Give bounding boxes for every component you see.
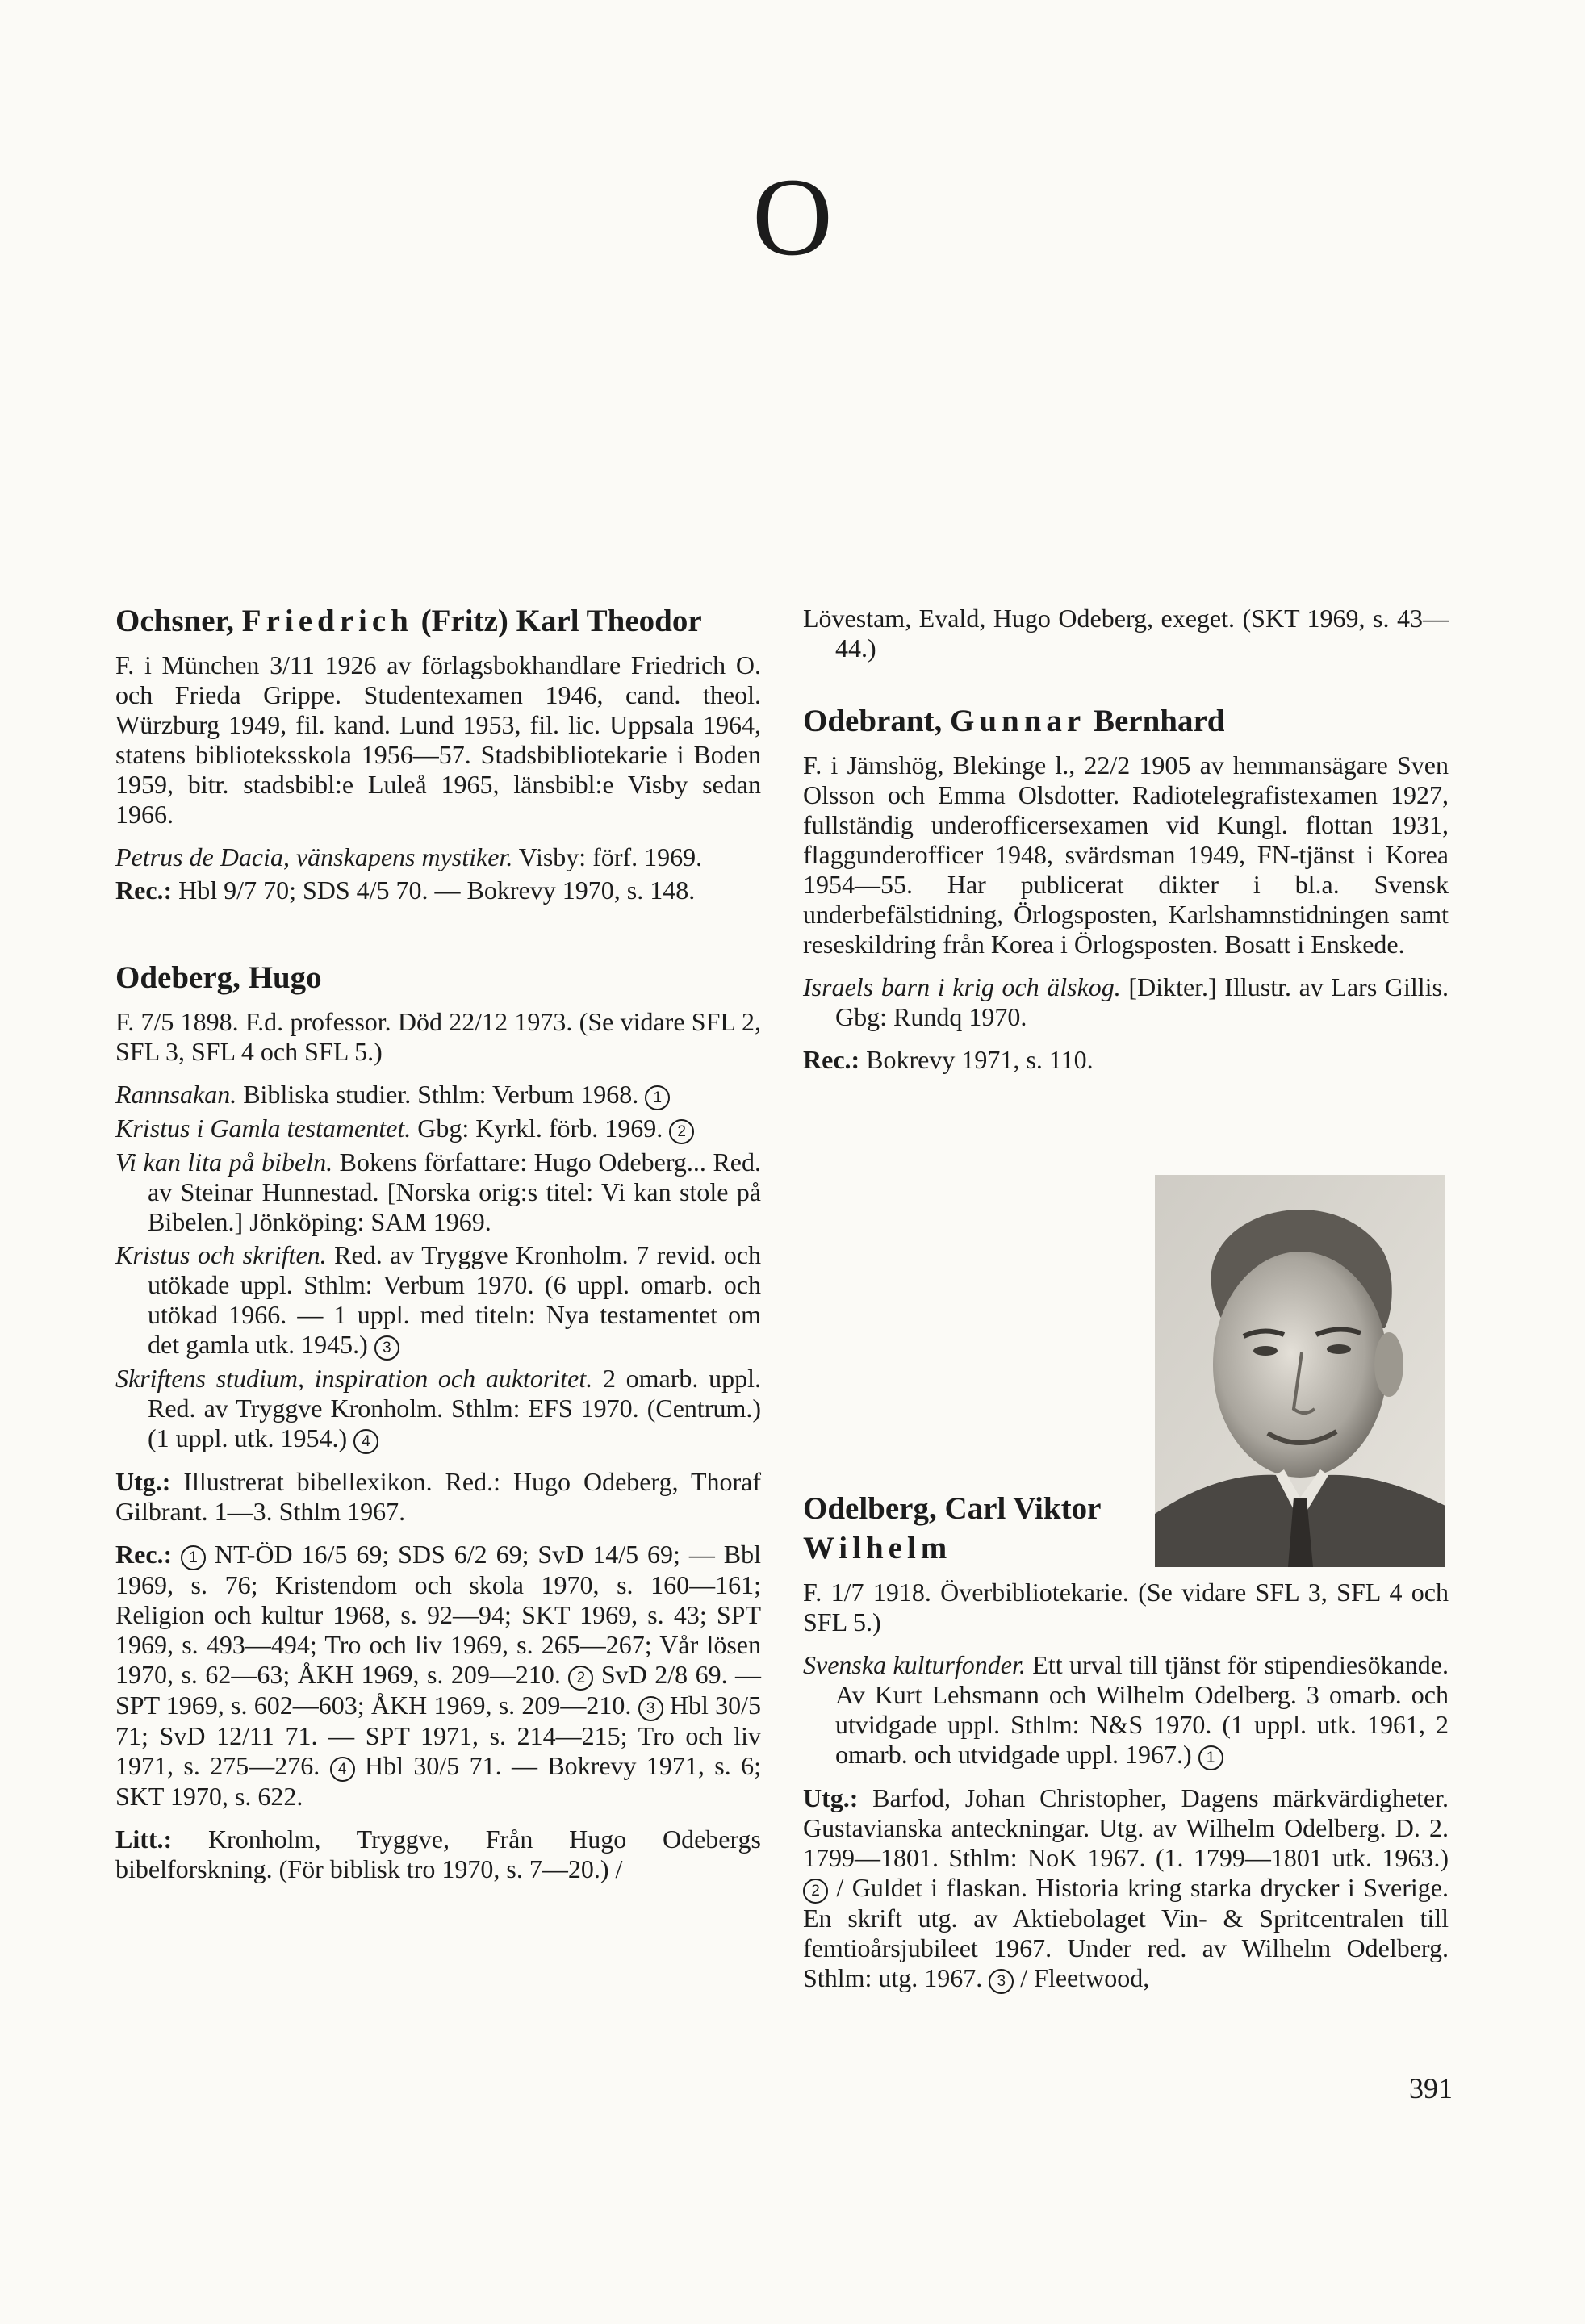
entry-odebrant [803,704,1449,1075]
work-title: Israels barn i krig och älskog. [803,972,1121,1001]
heading-surname: Ochsner, [115,604,234,638]
work-details: Visby: förf. 1969. [512,842,703,872]
heading-other-names: (Fritz) Karl Theodor [420,604,702,638]
work-item [115,1080,761,1110]
reviews [115,1540,761,1812]
work-details: Red. av Tryggve Kronholm. 7 revid. och utökade uppl. Sthlm: Verbum 1970. (6 uppl. omarb. och utökad 1966. — 1 uppl. med titeln: Nya testamentet om det gamla utk. 1945.) [148,1240,762,1359]
entry-odeberg [115,960,761,1884]
work-details: Bibliska studier. Sthlm: Verbum 1968. [236,1080,639,1109]
heading-given-name: Wilhelm [803,1531,952,1565]
entry-bio: F. 1/7 1918. Överbibliotekarie. (Se vidare SFL 3, SFL 4 och SFL 5.) [803,1578,1449,1636]
entry-odelberg [803,1578,1449,2007]
rec-text: NT-ÖD 16/5 69; SDS 6/2 69; SvD 14/5 69; — Bbl 1969, s. 76; Kristendom och skola 1970, s. 160—161; Religion och kultur 1968, s. 92—94; SKT 1969, s. 43; SPT 1969, s. 493—494; Tro och liv 1969, s. 265—267; Vår lösen 1970, s. 62—63; ÅKH 1969, s. 209—210. [115,1540,762,1689]
entry-bio: F. i Jämshög, Blekinge l., 22/2 1905 av hemmansägare Sven Olsson och Emma Olsdotter. Radiotelegrafistexamen 1927, fullständig underofficersexamen vid Kungl. flottan 1931, flaggunderofficer 1948, svärdsman 1949, FN-tjänst i Korea 1954—55. Har publicerat dikter i bl.a. Svensk underbefälstidning, Örlogsposten, Karlshamnstidningen samt reseskildring från Korea i Örlogsposten. Bosatt i Enskede. [803,750,1449,959]
entry-bio: F. 7/5 1898. F.d. professor. Död 22/12 1973. (Se vidare SFL 2, SFL 3, SFL 4 och SFL 5.) [115,1007,761,1066]
entry-heading [803,704,1449,739]
literature-continued: Lövestam, Evald, Hugo Odeberg, exeget. (SKT 1969, s. 43—44.) [803,604,1449,663]
rec-text: Hbl 30/5 71. — Bokrevy 1971, s. 6; SKT 1970, s. 622. [115,1751,762,1811]
reviews [115,876,761,905]
portrait-photo [1155,1175,1445,1567]
work-item [115,842,761,872]
section-letter: O [752,155,833,278]
work-title: Skriftens studium, inspiration och auktoritet. [115,1364,593,1393]
work-item [115,1364,761,1454]
circled-number: 4 [353,1429,378,1454]
work-item [803,1650,1449,1770]
utg-text: / Fleetwood, [1014,1963,1150,1992]
right-column [803,604,1449,1088]
heading-given-name: Friedrich [241,604,413,638]
heading-name: Odelberg, Carl Viktor [803,1491,1102,1526]
utg-text: Illustrerat bibellexikon. Red.: Hugo Odeberg, Thoraf Gilbrant. 1—3. Sthlm 1967. [115,1467,761,1526]
circled-number: 4 [330,1757,355,1782]
circled-number: 2 [568,1666,593,1691]
entry-heading [115,604,761,639]
work-title: Petrus de Dacia, vänskapens mystiker. [115,842,513,872]
work-title: Rannsakan. [115,1080,237,1109]
entry-odelberg-heading [803,1489,1142,1568]
litt-text: Kronholm, Tryggve, Från Hugo Odebergs bibelforskning. (För biblisk tro 1970, s. 7—20.) / [115,1825,761,1883]
work-title: Svenska kulturfonder. [803,1650,1026,1679]
work-item [115,1114,761,1144]
circled-number: 3 [989,1969,1014,1994]
litt-label: Litt.: [115,1825,173,1854]
editor-works [115,1467,761,1527]
entry-heading: Odeberg, Hugo [115,960,322,995]
rec-text: Bokrevy 1971, s. 110. [859,1045,1094,1074]
portrait-image [1155,1175,1445,1567]
literature [115,1825,761,1884]
work-item [115,1240,761,1361]
work-details: Bokens författare: Hugo Odeberg... Red. av Steinar Hunnestad. [Norska orig:s titel: Vi kan stole på Bibelen.] Jönköping: SAM 1969. [148,1147,761,1236]
rec-text: SvD 2/8 69. — SPT 1969, s. 602—603; ÅKH 1969, s. 209—210. [115,1660,762,1720]
work-details: Ett urval till tjänst för stipendiesökande. Av Kurt Lehsmann och Wilhelm Odelberg. 3 omarb. och utvidgade uppl. Sthlm: N&S 1970. (1 uppl. utk. 1961, 2 omarb. och utvidgade uppl. 1967.) [835,1650,1449,1769]
circled-number: 1 [645,1085,670,1110]
work-item [115,1147,761,1237]
editor-works [803,1783,1449,1994]
work-item [803,972,1449,1032]
work-details: [Dikter.] Illustr. av Lars Gillis. Gbg: Rundq 1970. [835,972,1449,1031]
rec-label: Rec.: [115,876,173,905]
circled-number: 2 [803,1879,828,1904]
entry-ochsner [115,604,761,905]
rec-label: Rec.: [115,1540,173,1569]
work-details: Gbg: Kyrkl. förb. 1969. [411,1114,663,1143]
utg-label: Utg.: [803,1783,859,1812]
circled-number: 3 [374,1335,399,1361]
page-number: 391 [1409,2072,1453,2105]
left-column [115,604,761,1897]
circled-number: 1 [181,1545,206,1570]
rec-label: Rec.: [803,1045,860,1074]
utg-text: / Guldet i flaskan. Historia kring starka drycker i Sverige. En skrift utg. av Aktiebolaget Vin- & Spritcentralen till femtioårsjubileet 1967. Under red. av Wilhelm Odelberg. Sthlm: utg. 1967. [803,1873,1449,1992]
entry-bio: F. i München 3/11 1926 av förlagsbokhandlare Friedrich O. och Frieda Grippe. Studentexamen 1946, cand. theol. Würzburg 1949, fil. kand. Lund 1953, fil. lic. Uppsala 1964, statens biblioteksskola 1956—57. Stadsbibliotekarie i Boden 1959, bitr. stadsbibl:e Luleå 1965, länsbibl:e Visby sedan 1966. [115,650,761,829]
heading-other-names: Bernhard [1093,704,1225,738]
heading-given-name: Gunnar [950,704,1086,738]
work-title: Kristus i Gamla testamentet. [115,1114,412,1143]
reviews [803,1045,1449,1075]
rec-text: Hbl 30/5 71; SvD 12/11 71. — SPT 1971, s. 214—215; Tro och liv 1971, s. 275—276. [115,1691,762,1780]
utg-text: Barfod, Johan Christopher, Dagens märkvärdigheter. Gustavianska anteckningar. Utg. av Wilhelm Odelberg. D. 2. 1799—1801. Sthlm: NoK 1967. (1. 1799—1801 utk. 1963.) [803,1783,1449,1872]
work-title: Vi kan lita på bibeln. [115,1147,333,1177]
heading-surname: Odebrant, [803,704,943,738]
circled-number: 3 [638,1696,663,1721]
rec-text: Hbl 9/7 70; SDS 4/5 70. — Bokrevy 1970, s. 148. [172,876,696,905]
work-details: 2 omarb. uppl. Red. av Tryggve Kronholm. Sthlm: EFS 1970. (Centrum.) (1 uppl. utk. 1954.) [148,1364,762,1452]
utg-label: Utg.: [115,1467,171,1496]
work-title: Kristus och skriften. [115,1240,327,1269]
circled-number: 2 [669,1119,694,1144]
circled-number: 1 [1198,1745,1223,1770]
